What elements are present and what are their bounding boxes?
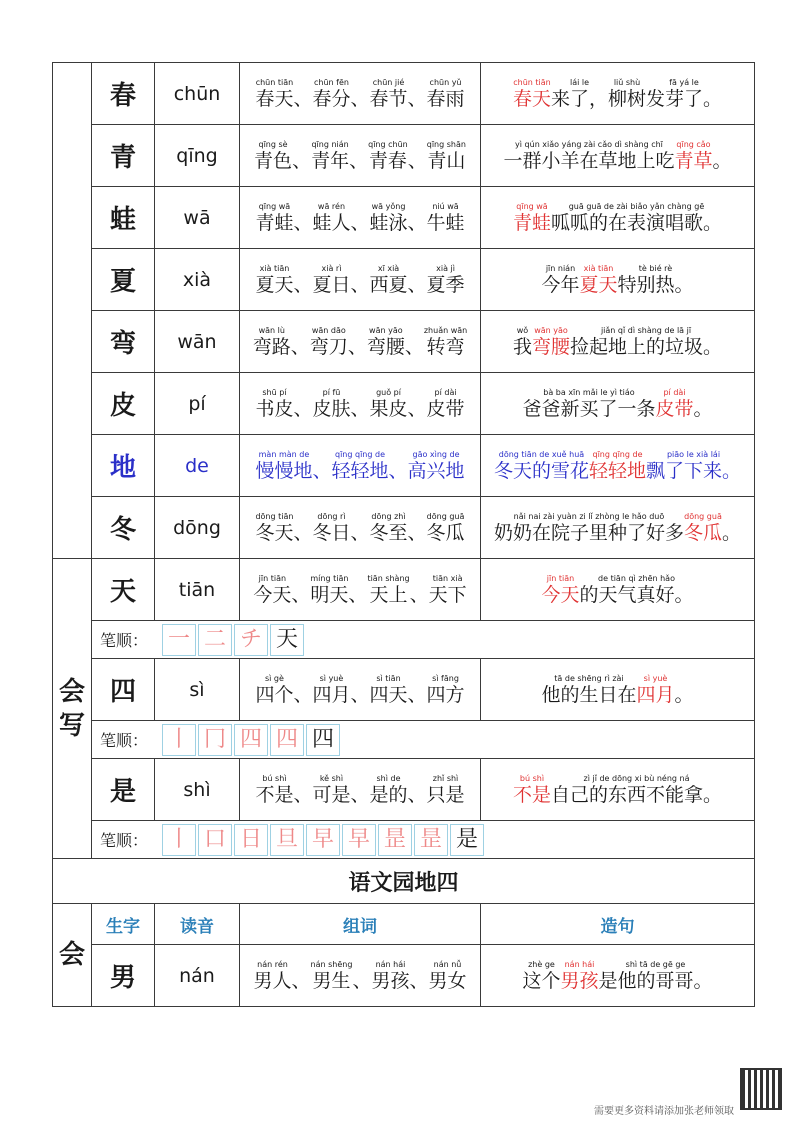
pinyin: sì (155, 659, 240, 721)
word-combinations: shū pí 书皮 、 pí fū 皮肤 、 guǒ pí 果皮 、 pí dài 皮带 (240, 373, 481, 435)
character: 春 (92, 63, 155, 125)
annotated-text: wā rén 蛙人 (312, 201, 351, 234)
annotated-text: dōng guā 冬瓜 (426, 511, 465, 544)
example-sentence (481, 249, 755, 311)
group-label: 会 写 (53, 559, 92, 859)
annotated-text: bú shì 不是 (255, 773, 294, 806)
annotated-text: jīn tiān 今天 (541, 573, 580, 606)
vocab-row (53, 249, 755, 311)
annotated-text: nǎi nai zài yuàn zi lǐ zhòng le hǎo duō 奶奶在院子里种了好多 (493, 511, 684, 544)
annotated-text: guā guā de zài biǎo yǎn chàng gē 呱呱的在表演唱歌。 (551, 201, 723, 234)
annotated-text: chūn tiān 春天 (512, 77, 551, 110)
annotated-text: xī xià 西夏 (369, 263, 408, 296)
annotated-text: nán shēng 男生 (310, 959, 353, 992)
write-row (53, 659, 755, 721)
annotated-text: qīng qīng de 轻轻地 (588, 449, 646, 482)
pinyin: tiān (155, 559, 240, 621)
stroke-step: 一 (162, 624, 196, 656)
annotated-text: nán hái 男孩 (371, 959, 410, 992)
annotated-text: qīng cǎo 青草 (674, 139, 713, 172)
stroke-order (92, 621, 755, 659)
stroke-step: 四 (234, 724, 268, 756)
vocab-table (52, 62, 755, 1007)
group-label: 会 (53, 904, 92, 1007)
vocab-row (53, 497, 755, 559)
annotated-text: guǒ pí 果皮 (369, 387, 408, 420)
header-row (53, 904, 755, 945)
annotated-text: chūn jié 春节 (369, 77, 408, 110)
stroke-step: 日 (234, 824, 268, 856)
annotated-text: bú shì 不是 (512, 773, 551, 806)
pinyin: de (155, 435, 240, 497)
annotated-text: sì tiān 四天 (369, 673, 408, 706)
annotated-text: 。 (693, 397, 713, 420)
annotated-text: jīn tiān 今天 (253, 573, 292, 606)
example-sentence (481, 435, 755, 497)
pinyin: wān (155, 311, 240, 373)
pinyin: pí (155, 373, 240, 435)
group-label (53, 63, 92, 559)
annotated-text: gāo xìng de 高兴地 (407, 449, 465, 482)
word-combinations: dōng tiān 冬天 、 dōng rì 冬日 、 dōng zhì 冬至 、 dōng guā 冬瓜 (240, 497, 481, 559)
annotated-text: shū pí 书皮 (255, 387, 294, 420)
write-row (53, 559, 755, 621)
annotated-text: jiǎn qǐ dì shàng de lā jī 捡起地上的垃圾。 (570, 325, 723, 358)
section-title-row (53, 859, 755, 904)
character: 地 (92, 435, 155, 497)
pinyin: chūn (155, 63, 240, 125)
annotated-text: dōng rì 冬日 (312, 511, 351, 544)
annotated-text: kě shì 可是 (312, 773, 351, 806)
annotated-text: de tiān qì zhēn hǎo 的天气真好。 (579, 573, 694, 606)
stroke-order-label: 笔顺： (100, 731, 149, 750)
character: 皮 (92, 373, 155, 435)
vocab-row (53, 187, 755, 249)
annotated-text: qīng wā 青蛙 (512, 201, 551, 234)
example-sentence (481, 125, 755, 187)
annotated-text: dōng zhì 冬至 (369, 511, 408, 544)
annotated-text: zhè ge 这个 (522, 959, 561, 992)
annotated-text: 。 (712, 149, 732, 172)
annotated-text: màn màn de 慢慢地 (255, 449, 313, 482)
column-header: 生字 (92, 904, 155, 945)
annotated-text: wā yǒng 蛙泳 (369, 201, 408, 234)
annotated-text: lái le 来了， (550, 77, 608, 110)
annotated-text: chūn tiān 春天 (255, 77, 294, 110)
annotated-text: tiān xià 天下 (428, 573, 467, 606)
annotated-text: pí dài 皮带 (426, 387, 465, 420)
annotated-text: niú wā 牛蛙 (426, 201, 465, 234)
annotated-text: 。 (674, 683, 694, 706)
stroke-step: 二 (198, 624, 232, 656)
stroke-order-label: 笔顺： (100, 631, 149, 650)
stroke-order-row (53, 721, 755, 759)
annotated-text: zhǐ shì 只是 (426, 773, 465, 806)
annotated-text: wān yāo 弯腰 (366, 325, 405, 358)
annotated-text: tā de shēng rì zài 他的生日在 (541, 673, 637, 706)
word-combinations: sì gè 四个 、 sì yuè 四月 、 sì tiān 四天 、 sì fāng 四方 (240, 659, 481, 721)
annotated-text: nán rén 男人 (253, 959, 292, 992)
stroke-order (92, 821, 755, 859)
stroke-step: 四 (306, 724, 340, 756)
pinyin: dōng (155, 497, 240, 559)
section-title: 语文园地四 (53, 859, 755, 904)
stroke-order-row (53, 821, 755, 859)
annotated-text: fā yá le 发芽了。 (646, 77, 723, 110)
column-header: 读音 (155, 904, 240, 945)
annotated-text: qīng qīng de 轻轻地 (331, 449, 389, 482)
stroke-step: 昰 (414, 824, 448, 856)
vocab-row (53, 945, 755, 1007)
annotated-text: wǒ 我 (512, 325, 532, 358)
vocabulary-sheet (52, 62, 749, 1037)
vocab-row (53, 63, 755, 125)
word-combinations: màn màn de 慢慢地 、 qīng qīng de 轻轻地 、 gāo xìng de 高兴地 (240, 435, 481, 497)
character: 夏 (92, 249, 155, 311)
annotated-text: qīng nián 青年 (311, 139, 350, 172)
stroke-step: 丨 (162, 724, 196, 756)
annotated-text: míng tiān 明天 (310, 573, 349, 606)
example-sentence (481, 187, 755, 249)
character: 男 (92, 945, 155, 1007)
annotated-text: pí fū 皮肤 (312, 387, 351, 420)
write-row (53, 759, 755, 821)
annotated-text: sì fāng 四方 (426, 673, 465, 706)
character: 弯 (92, 311, 155, 373)
annotated-text: dōng tiān 冬天 (255, 511, 294, 544)
stroke-step: 冂 (198, 724, 232, 756)
vocab-row (53, 125, 755, 187)
annotated-text: qīng shān 青山 (426, 139, 466, 172)
qr-code-icon (740, 1068, 782, 1110)
annotated-text: qīng chūn 青春 (368, 139, 408, 172)
stroke-step: 早 (306, 824, 340, 856)
stroke-step: 旦 (270, 824, 304, 856)
stroke-step: 四 (270, 724, 304, 756)
vocab-row (53, 435, 755, 497)
annotated-text: nán nǚ 男女 (428, 959, 467, 992)
word-combinations: wān lù 弯路 、 wān dāo 弯刀 、 wān yāo 弯腰 、 zhuǎn wān 转弯 (240, 311, 481, 373)
column-header: 组词 (240, 904, 481, 945)
vocab-row (53, 311, 755, 373)
annotated-text: wān yāo 弯腰 (531, 325, 570, 358)
annotated-text: shì de 是的 (369, 773, 408, 806)
word-combinations: qīng wā 青蛙 、 wā rén 蛙人 、 wā yǒng 蛙泳 、 niú wā 牛蛙 (240, 187, 481, 249)
annotated-text: xià tiān 夏天 (579, 263, 618, 296)
example-sentence (481, 63, 755, 125)
stroke-order-row (53, 621, 755, 659)
annotated-text: sì yuè 四月 (636, 673, 675, 706)
stroke-order (92, 721, 755, 759)
annotated-text: zì jǐ de dōng xi bù néng ná 自己的东西不能拿。 (551, 773, 723, 806)
annotated-text: qīng sè 青色 (254, 139, 293, 172)
character: 是 (92, 759, 155, 821)
word-combinations: bú shì 不是 、 kě shì 可是 、 shì de 是的 、 zhǐ shì 只是 (240, 759, 481, 821)
annotated-text: nán hái 男孩 (560, 959, 599, 992)
annotated-text: sì gè 四个 (255, 673, 294, 706)
character: 冬 (92, 497, 155, 559)
pinyin: xià (155, 249, 240, 311)
annotated-text: sì yuè 四月 (312, 673, 351, 706)
stroke-step: チ (234, 624, 268, 656)
annotated-text: chūn fēn 春分 (312, 77, 351, 110)
annotated-text: bà ba xīn mǎi le yì tiáo 爸爸新买了一条 (522, 387, 656, 420)
word-combinations: qīng sè 青色 、 qīng nián 青年 、 qīng chūn 青春 、 qīng shān 青山 (240, 125, 481, 187)
character: 四 (92, 659, 155, 721)
stroke-order-label: 笔顺： (100, 831, 149, 850)
annotated-text: dōng tiān de xuě huā 冬天的雪花 (493, 449, 589, 482)
word-combinations: chūn tiān 春天 、 chūn fēn 春分 、 chūn jié 春节 、 chūn yǔ 春雨 (240, 63, 481, 125)
footer-note: 需要更多资料请添加张老师领取 (594, 1106, 734, 1117)
example-sentence (481, 497, 755, 559)
example-sentence (481, 659, 755, 721)
word-combinations: jīn tiān 今天 、 míng tiān 明天 、 tiān shàng 天上 、 tiān xià 天下 (240, 559, 481, 621)
stroke-step: 丨 (162, 824, 196, 856)
annotated-text: tiān shàng 天上 (367, 573, 410, 606)
character: 天 (92, 559, 155, 621)
annotated-text: wān lù 弯路 (252, 325, 291, 358)
stroke-step: 天 (270, 624, 304, 656)
annotated-text: pí dài 皮带 (655, 387, 694, 420)
pinyin: shì (155, 759, 240, 821)
annotated-text: qīng wā 青蛙 (255, 201, 294, 234)
annotated-text: xià tiān 夏天 (255, 263, 294, 296)
word-combinations: xià tiān 夏天 、 xià rì 夏日 、 xī xià 西夏 、 xià jì 夏季 (240, 249, 481, 311)
pinyin: qīng (155, 125, 240, 187)
vocab-row (53, 373, 755, 435)
stroke-step: 昰 (378, 824, 412, 856)
annotated-text: xià jì 夏季 (426, 263, 465, 296)
character: 蛙 (92, 187, 155, 249)
character: 青 (92, 125, 155, 187)
annotated-text: liǔ shù 柳树 (608, 77, 647, 110)
annotated-text: dōng guā 冬瓜 (683, 511, 722, 544)
annotated-text: piāo le xià lái 飘了下来。 (646, 449, 742, 482)
annotated-text: tè bié rè 特别热。 (617, 263, 694, 296)
example-sentence (481, 311, 755, 373)
stroke-step: 早 (342, 824, 376, 856)
annotated-text: wān dāo 弯刀 (309, 325, 348, 358)
pinyin: nán (155, 945, 240, 1007)
annotated-text: chūn yǔ 春雨 (426, 77, 465, 110)
annotated-text: yì qún xiǎo yáng zài cǎo dì shàng chī 一群小羊在草地上吃 (503, 139, 675, 172)
example-sentence (481, 559, 755, 621)
annotated-text: xià rì 夏日 (312, 263, 351, 296)
annotated-text: 。 (722, 521, 742, 544)
column-header: 造句 (481, 904, 755, 945)
example-sentence (481, 945, 755, 1007)
word-combinations: nán rén 男人 、 nán shēng 男生 、 nán hái 男孩 、 nán nǚ 男女 (240, 945, 481, 1007)
example-sentence (481, 373, 755, 435)
stroke-step: 口 (198, 824, 232, 856)
stroke-step: 是 (450, 824, 484, 856)
example-sentence (481, 759, 755, 821)
annotated-text: zhuǎn wān 转弯 (423, 325, 468, 358)
annotated-text: jīn nián 今年 (541, 263, 580, 296)
annotated-text: shì tā de gē ge 是他的哥哥。 (598, 959, 713, 992)
pinyin: wā (155, 187, 240, 249)
